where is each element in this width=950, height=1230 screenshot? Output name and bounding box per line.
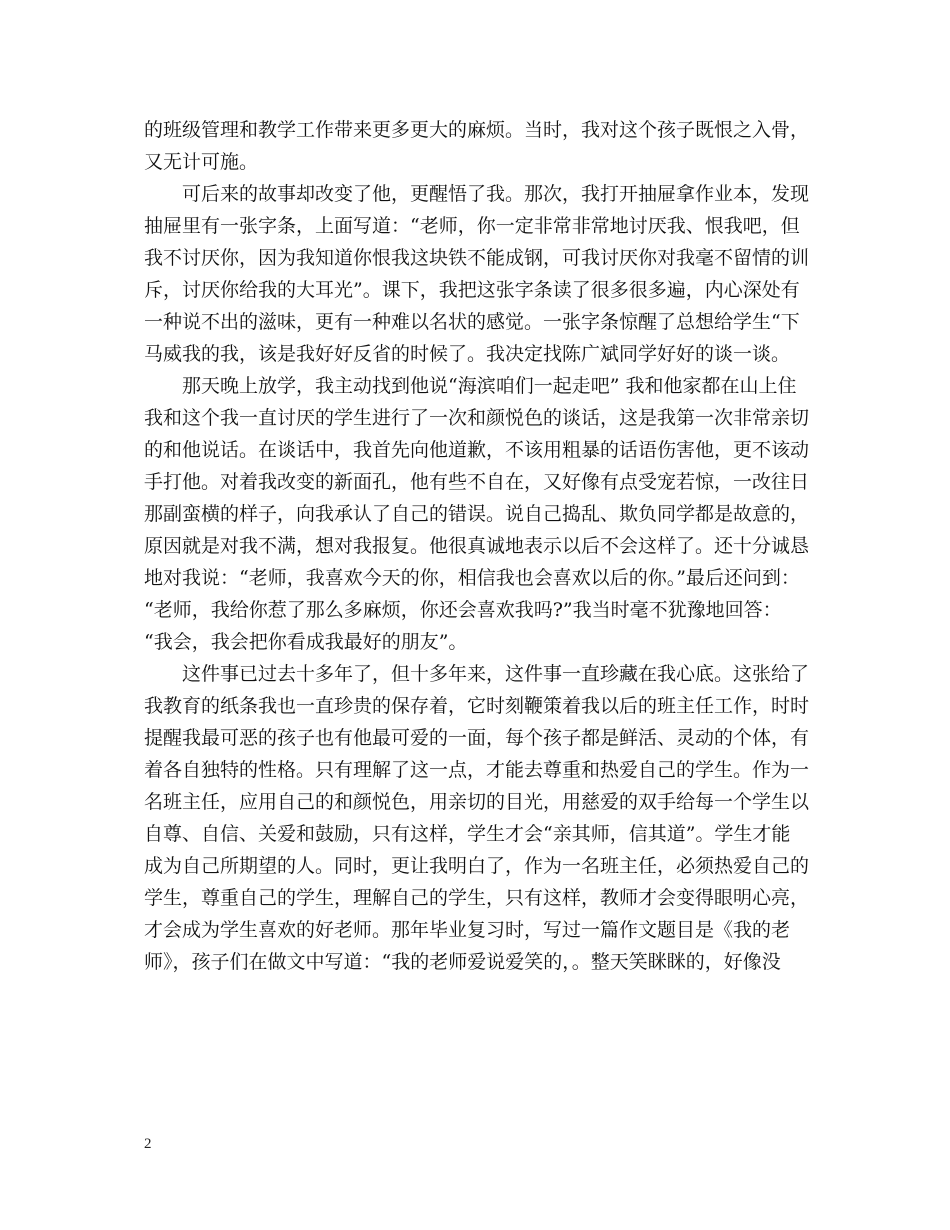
text-line: 名班主任，应用自己的和颜悦色，用亲切的目光，用慈爱的双手给每一个学生以	[144, 791, 810, 813]
text-line: 自尊、自信、关爱和鼓励，只有这样，学生才会“亲其师，信其道”。学生才能	[144, 823, 791, 845]
text-line: 的班级管理和教学工作带来更多更大的麻烦。当时，我对这个孩子既恨之入骨，	[144, 119, 810, 141]
text-line: 又无计可施。	[144, 151, 259, 173]
text-line: 原因就是对我不满，想对我报复。他很真诚地表示以后不会这样了。还十分诚恳	[144, 535, 810, 557]
paragraph-start-line: 可后来的故事却改变了他，更醒悟了我。那次，我打开抽屉拿作业本，发现	[182, 183, 810, 205]
text-line: 提醒我最可恶的孩子也有他最可爱的一面，每个孩子都是鲜活、灵动的个体，有	[144, 727, 810, 749]
text-line: “老师，我给你惹了那么多麻烦，你还会喜欢我吗?”我当时毫不犹豫地回答：	[144, 599, 782, 621]
paragraph-start-line: 那天晚上放学，我主动找到他说“海滨咱们一起走吧” 我和他家都在山上住	[182, 375, 797, 397]
text-line: 马威我的我，该是我好好反省的时候了。我决定找陈广斌同学好好的谈一谈。	[144, 343, 791, 365]
text-line: 我和这个我一直讨厌的学生进行了一次和颜悦色的谈话，这是我第一次非常亲切	[144, 407, 810, 429]
text-line: 学生，尊重自己的学生，理解自己的学生，只有这样，教师才会变得眼明心亮，	[144, 887, 810, 909]
text-line: 的和他说话。在谈话中，我首先向他道歉，不该用粗暴的话语伤害他，更不该动	[144, 439, 810, 461]
text-line: 手打他。对着我改变的新面孔，他有些不自在，又好像有点受宠若惊，一改往日	[144, 471, 810, 493]
text-line: “我会，我会把你看成我最好的朋友”。	[144, 631, 468, 653]
text-line: 师》，孩子们在做文中写道：“我的老师爱说爱笑的，。整天笑眯眯的，好像没	[144, 951, 781, 973]
text-line: 着各自独特的性格。只有理解了这一点，才能去尊重和热爱自己的学生。作为一	[144, 759, 810, 781]
paragraph-start-line: 这件事已过去十多年了，但十多年来，这件事一直珍藏在我心底。这张给了	[182, 663, 810, 685]
text-line: 我不讨厌你，因为我知道你恨我这块铁不能成钢，可我讨厌你对我毫不留情的训	[144, 247, 810, 269]
document-body	[144, 114, 809, 978]
text-line: 我教育的纸条我也一直珍贵的保存着，它时刻鞭策着我以后的班主任工作，时时	[144, 695, 810, 717]
page-number: 2	[144, 1136, 152, 1152]
text-line: 斥，讨厌你给我的大耳光”。课下，我把这张字条读了很多很多遍，内心深处有	[144, 279, 800, 301]
text-line: 抽屉里有一张字条，上面写道：“老师，你一定非常非常地讨厌我、恨我吧，但	[144, 215, 800, 237]
text-line: 一种说不出的滋味，更有一种难以名状的感觉。一张字条惊醒了总想给学生“下	[144, 311, 800, 333]
text-line: 才会成为学生喜欢的好老师。那年毕业复习时，写过一篇作文题目是《我的老	[144, 919, 791, 941]
text-line: 成为自己所期望的人。同时，更让我明白了，作为一名班主任，必须热爱自己的	[144, 855, 810, 877]
text-line: 地对我说：“老师，我喜欢今天的你，相信我也会喜欢以后的你。”最后还问到：	[144, 567, 800, 589]
text-line: 那副蛮横的样子，向我承认了自己的错误。说自己捣乱、欺负同学都是故意的，	[144, 503, 810, 525]
